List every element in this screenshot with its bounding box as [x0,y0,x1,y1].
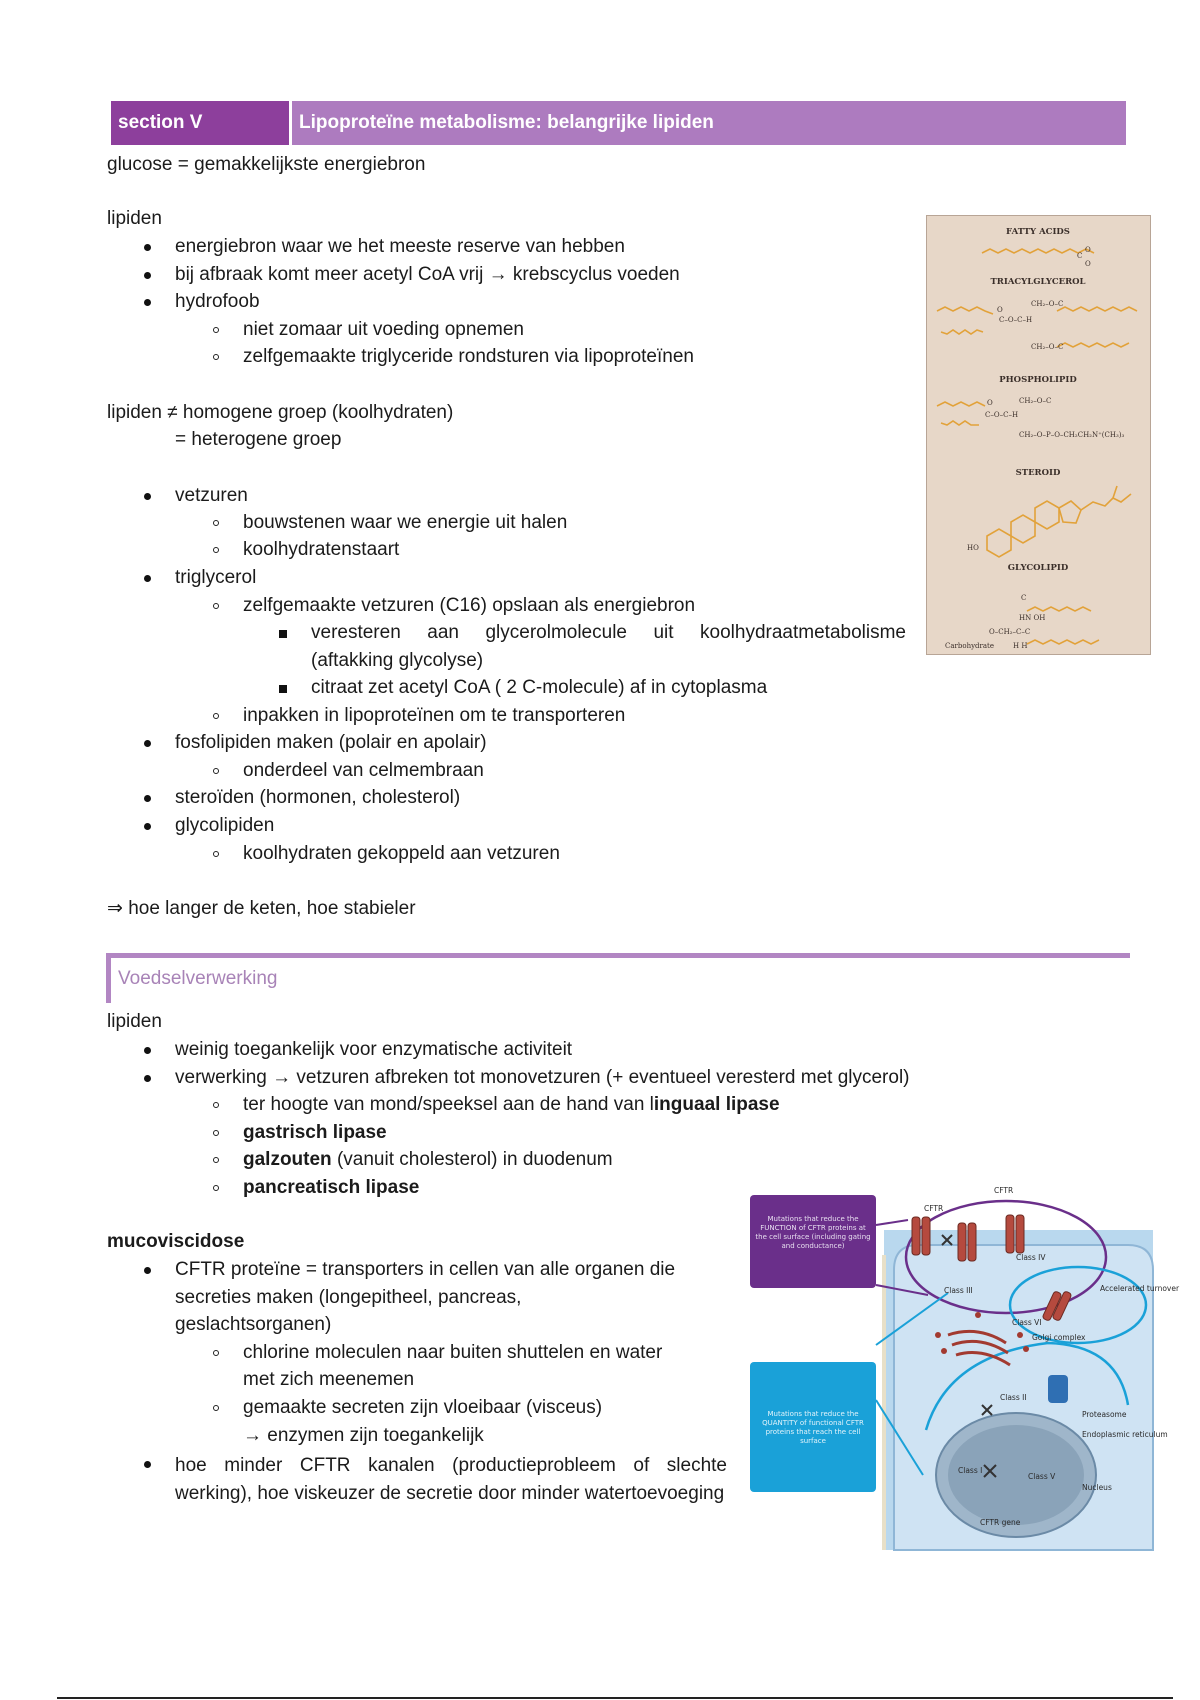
list-item-cont: geslachtsorganen) [175,1314,332,1335]
svg-text:O–CH₂–C–C: O–CH₂–C–C [989,628,1031,636]
bullet-circle [213,547,219,553]
intro-line: glucose = gemakkelijkste energiebron [107,154,426,175]
label-proteasome: Proteasome [1082,1410,1127,1419]
bullet-dot [144,493,151,500]
subheading-voedselverwerking: Voedselverwerking [118,968,278,989]
bullet-square [279,630,287,638]
list-item: veresteren aan glycerolmolecule uit koolhydraatmetabolisme [311,622,906,643]
bullet-square [279,685,287,693]
page-bottom-rule [57,1697,1173,1699]
label-cftr: CFTR [924,1204,944,1213]
svg-text:C–O–C–H: C–O–C–H [985,411,1019,419]
label-golgi: Golgi complex [1032,1333,1086,1342]
bullet-dot [144,575,151,582]
list-item: zelfgemaakte triglyceride rondsturen via lipoproteïnen [243,346,694,367]
bullet-dot [144,1047,151,1054]
svg-text:CH₂–O–C: CH₂–O–C [1031,300,1064,308]
section-title: Lipoproteïne metabolisme: belangrijke lipiden [299,112,714,133]
text-run-bold: galzouten [243,1149,332,1170]
label-class-i: Class I [958,1466,983,1475]
list-item: inpakken in lipoproteïnen om te transporteren [243,705,626,726]
label-carbohydrate: Carbohydrate [945,642,994,650]
label-nucleus: Nucleus [1082,1483,1112,1492]
list-item-cont: secreties maken (longepitheel, pancreas, [175,1287,522,1308]
list-item: citraat zet acetyl CoA ( 2 C-molecule) af in cytoplasma [311,677,768,698]
svg-text:CH₂–O–C: CH₂–O–C [1019,397,1052,405]
bullet-circle [213,327,219,333]
label-cftr: CFTR [994,1186,1014,1195]
list-item: chlorine moleculen naar buiten shuttelen en water [243,1342,663,1363]
cftr-mutations-figure [748,1175,1180,1550]
bullet-circle [213,1102,219,1108]
svg-text:O: O [1085,260,1091,268]
label-glycolipid: GLYCOLIPID [1007,563,1069,573]
label-class-iii: Class III [944,1286,973,1295]
label-fatty-acids: FATTY ACIDS [1006,227,1070,237]
bullet-circle [213,713,219,719]
bullet-circle [213,520,219,526]
label-class-ii: Class II [1000,1393,1027,1402]
bullet-dot [144,740,151,747]
list-item: zelfgemaakte vetzuren (C16) opslaan als energiebron [243,595,696,616]
list-item [243,1093,780,1117]
svg-text:C: C [1021,594,1027,602]
list-item: pancreatisch lipase [243,1177,420,1198]
label-ho: HO [967,544,979,552]
bullet-circle [213,851,219,857]
svg-text:HN OH: HN OH [1019,614,1046,622]
list-item: energiebron waar we het meeste reserve van hebben [175,236,625,257]
label-phospholipid: PHOSPHOLIPID [999,375,1077,385]
groups-line-1: lipiden ≠ homogene groep (koolhydraten) [107,402,454,423]
list-item: bouwstenen waar we energie uit halen [243,512,568,533]
list-item: koolhydratenstaart [243,539,400,560]
svg-text:C: C [1077,252,1083,260]
label-steroid: STEROID [1015,468,1061,478]
bullet-dot [144,823,151,830]
list-item-cont: met zich meenemen [243,1369,415,1390]
list-item: verwerking → vetzuren afbreken tot monovetzuren (+ eventueel veresterd met glycerol) [175,1067,910,1088]
list-item: fosfolipiden maken (polair en apolair) [175,732,487,753]
label-class-vi: Class VI [1012,1318,1042,1327]
subheading-left-rule [106,953,111,1003]
conclusion: ⇒ hoe langer de keten, hoe stabieler [107,898,416,919]
bullet-circle [213,354,219,360]
list-item: bij afbraak komt meer acetyl CoA vrij → krebscyclus voeden [175,264,680,285]
section-label-box [111,101,289,145]
bullet-circle [213,603,219,609]
list-item: triglycerol [175,567,257,588]
text-run: ter hoogte van mond/speeksel aan de hand van l [243,1094,654,1115]
label-class-iv: Class IV [1016,1253,1046,1262]
list-item [243,1148,613,1172]
list-item-cont: → enzymen zijn toegankelijk [243,1425,484,1446]
list-item: vetzuren [175,485,248,506]
blue-box-text: Mutations that reduce the QUANTITY of functional CFTR proteins that reach the cell surface [762,1410,864,1445]
list-item-cont: (aftakking glycolyse) [311,650,484,671]
bullet-dot [144,795,151,802]
bullet-dot [144,1075,151,1082]
svg-text:CH₂–O–P–O–CH₂CH₂N⁺(CH₃)₃: CH₂–O–P–O–CH₂CH₂N⁺(CH₃)₃ [1019,431,1125,439]
lipiden-heading: lipiden [107,208,162,229]
svg-text:O: O [1085,246,1091,254]
bullet-circle [213,1350,219,1356]
section-label: section V [118,112,203,133]
bullet-circle [213,1405,219,1411]
subheading-rule [106,953,1130,958]
muco-heading: mucoviscidose [107,1231,245,1252]
purple-box-text: Mutations that reduce the FUNCTION of CFTR proteins at the cell surface (including gating and conductance) [755,1215,871,1250]
list-item: weinig toegankelijk voor enzymatische activiteit [175,1039,573,1060]
label-triacylglycerol: TRIACYLGLYCEROL [990,277,1086,287]
bullet-circle [213,768,219,774]
voedsel-heading: lipiden [107,1011,162,1032]
svg-text:CH₂–O–C: CH₂–O–C [1031,343,1064,351]
bullet-circle [213,1130,219,1136]
label-accelerated: Accelerated turnover [1100,1284,1180,1293]
svg-text:H H: H H [1013,642,1028,650]
list-item: koolhydraten gekoppeld aan vetzuren [243,843,560,864]
list-item: niet zomaar uit voeding opnemen [243,319,524,340]
list-item: onderdeel van celmembraan [243,760,484,781]
list-item: gastrisch lipase [243,1122,387,1143]
svg-text:C–O–C–H: C–O–C–H [999,316,1033,324]
bullet-dot [144,1267,151,1274]
list-item: steroïden (hormonen, cholesterol) [175,787,461,808]
list-item: CFTR proteïne = transporters in cellen van alle organen die [175,1259,676,1280]
section-title-box [292,101,1126,145]
bullet-circle [213,1185,219,1191]
text-run: (vanuit cholesterol) in duodenum [331,1149,613,1170]
groups-line-2: = heterogene groep [175,429,342,450]
label-er: Endoplasmic reticulum [1082,1430,1168,1439]
bullet-dot [144,299,151,306]
label-cftr-gene: CFTR gene [980,1518,1021,1527]
bullet-dot [144,244,151,251]
list-item: gemaakte secreten zijn vloeibaar (visceus) [243,1397,603,1418]
bullet-dot [144,1461,151,1468]
list-item: hydrofoob [175,291,260,312]
label-class-v: Class V [1028,1472,1056,1481]
svg-text:O: O [987,399,993,407]
bullet-dot [144,272,151,279]
bullet-circle [213,1157,219,1163]
list-item: glycolipiden [175,815,275,836]
svg-text:O: O [997,306,1003,314]
lipid-structures-figure [926,215,1151,655]
text-run-bold: inguaal lipase [653,1094,780,1115]
list-item: hoe minder CFTR kanalen (productieprobleem of slechte werking), hoe viskeuzer de secretie door minder watertoevoeging [175,1455,727,1504]
